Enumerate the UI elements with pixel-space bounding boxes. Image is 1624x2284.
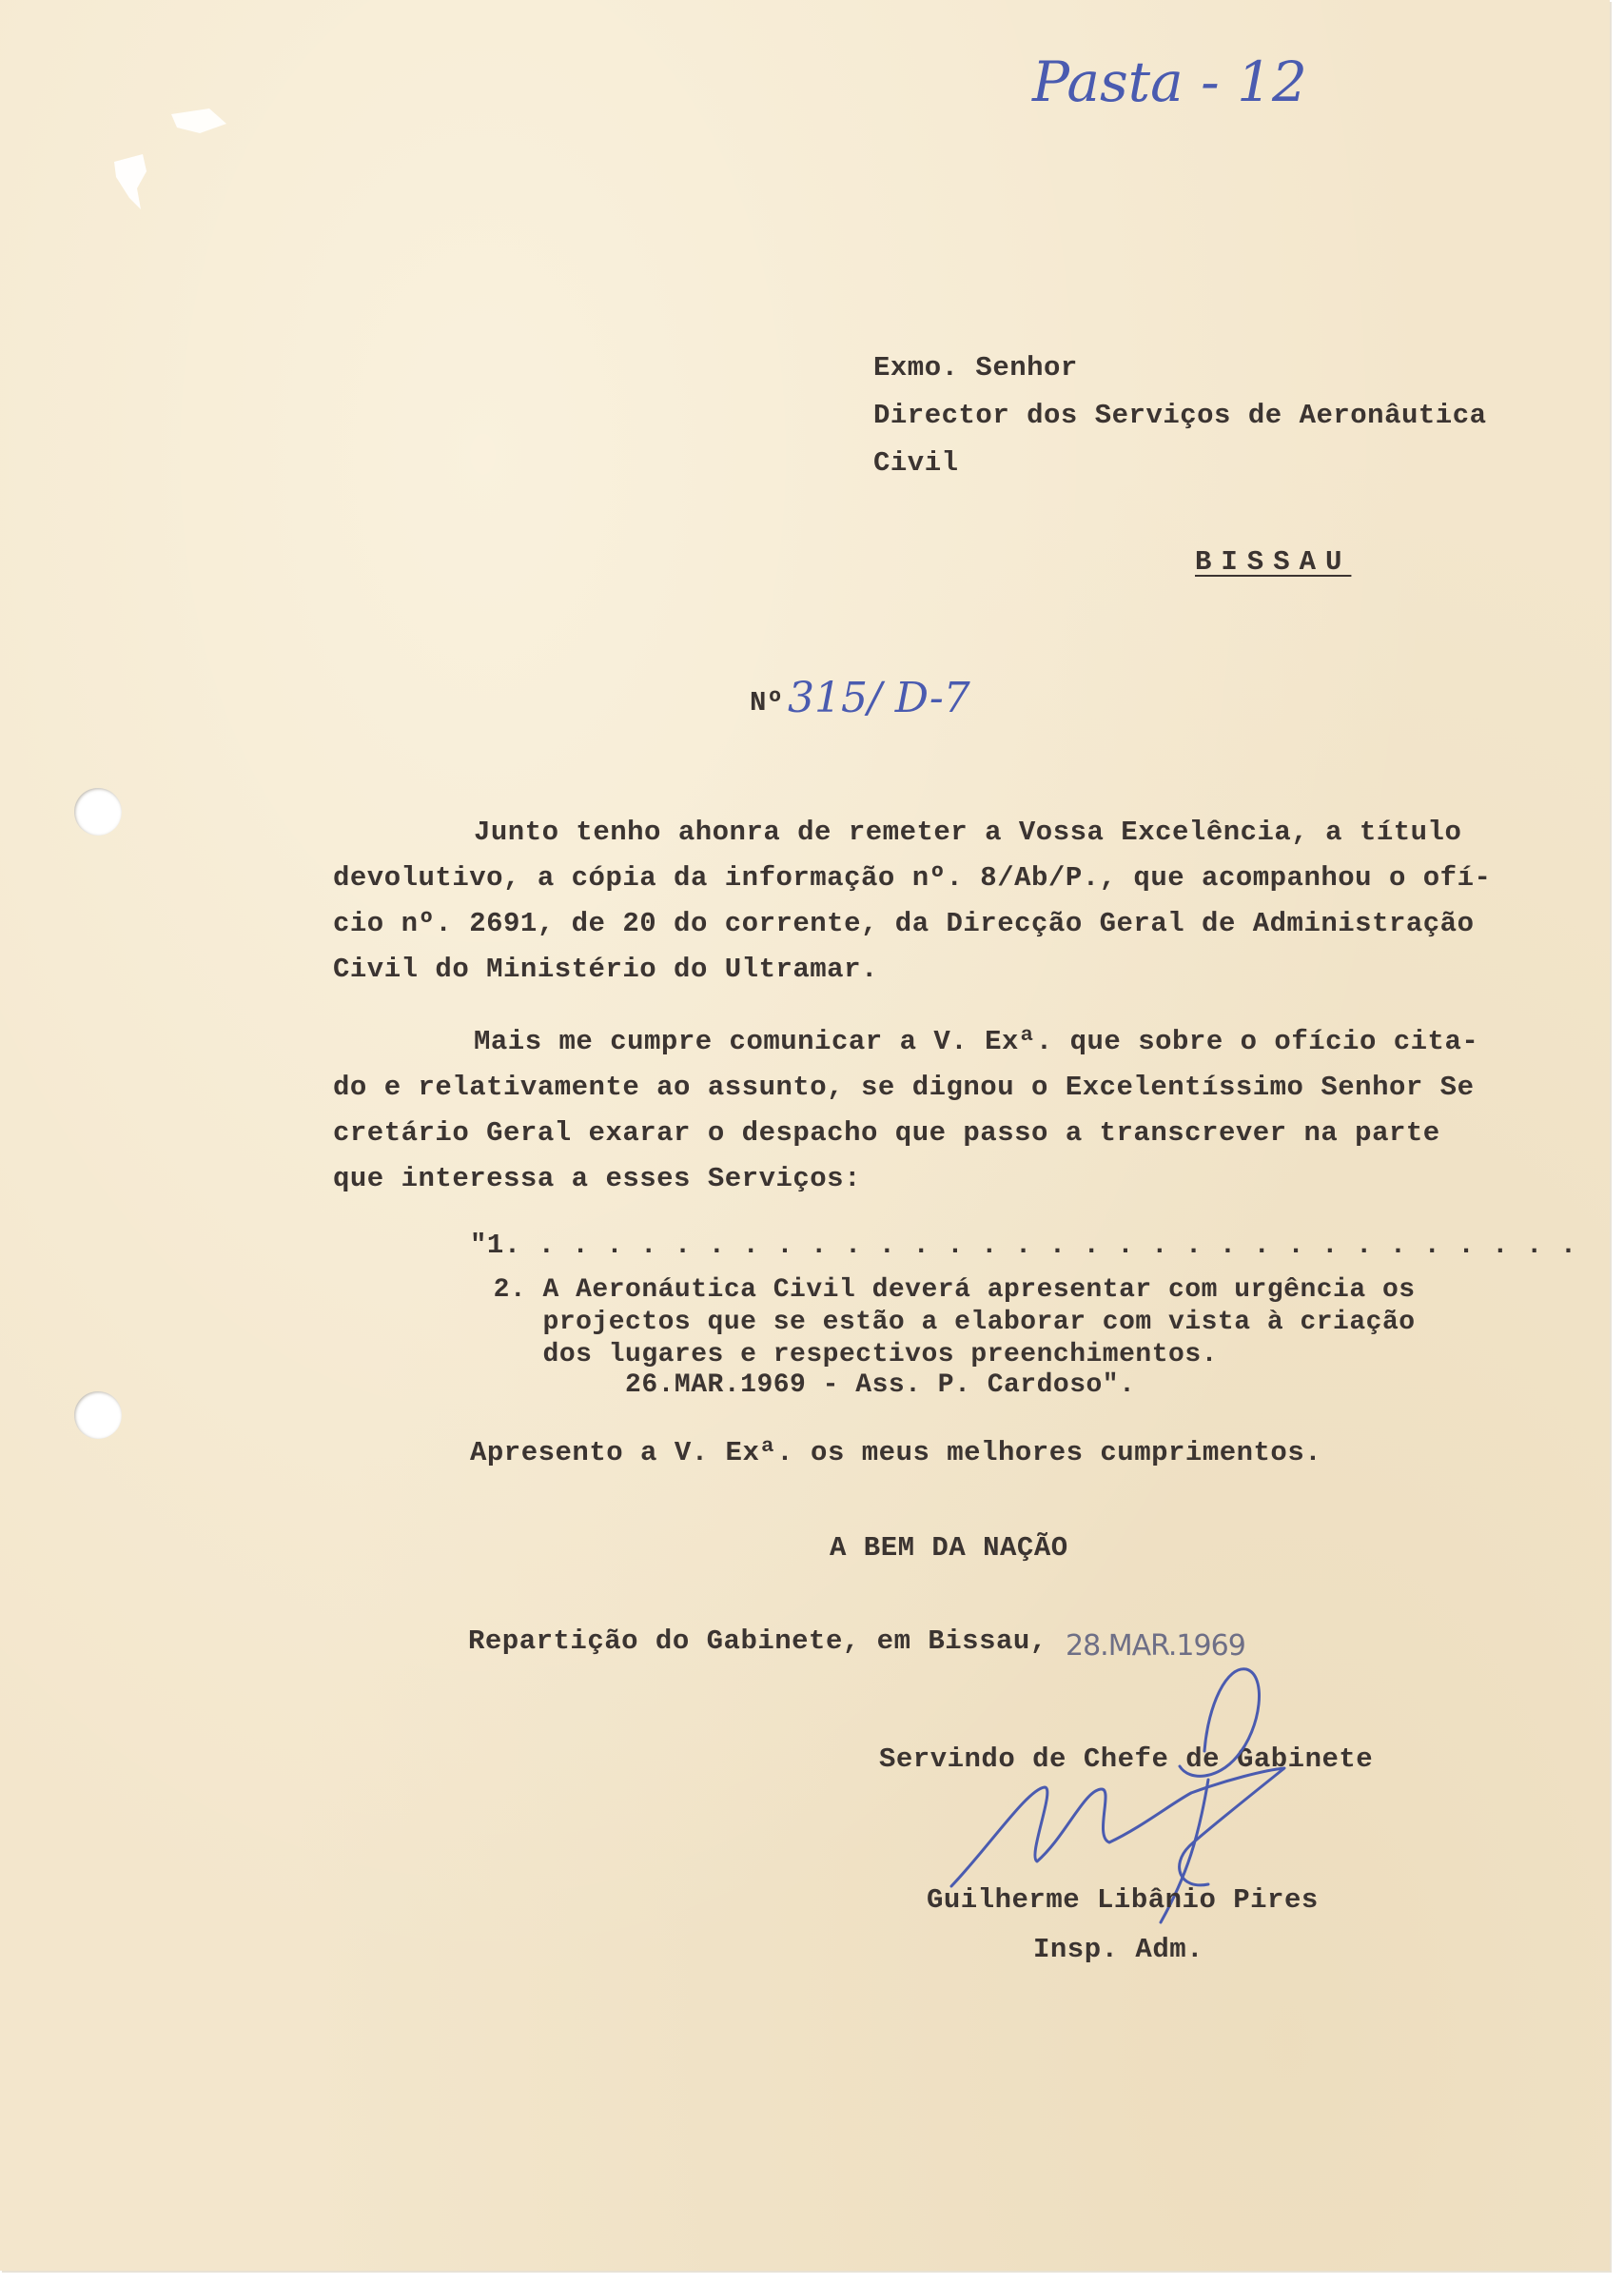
paragraph-2-line-1: Mais me cumpre comunicar a V. Exª. que sobre o ofício cita- bbox=[474, 1026, 1479, 1057]
paragraph-1-line-4: Civil do Ministério do Ultramar. bbox=[333, 954, 878, 985]
paragraph-2-line-3: cretário Geral exarar o despacho que passo a transcrever na parte bbox=[333, 1117, 1440, 1149]
date-stamp: 28.MAR.1969 bbox=[1066, 1629, 1245, 1663]
quote-line-3: projectos que se estão a elaborar com vista à criação bbox=[460, 1308, 1416, 1337]
salutation: Exmo. Senhor bbox=[873, 352, 1078, 384]
quote-line-4: dos lugares e respectivos preenchimentos. bbox=[460, 1340, 1218, 1369]
punch-hole-top bbox=[74, 788, 122, 836]
paragraph-1-line-3: cio nº. 2691, de 20 do corrente, da Direcção Geral de Administração bbox=[333, 908, 1475, 939]
paper-tear-mark bbox=[105, 95, 238, 219]
reference-number-handwritten: 315/ D-7 bbox=[788, 674, 970, 722]
addressee-city: BISSAU bbox=[1195, 546, 1352, 578]
signatory-role: Servindo de Chefe de Gabinete bbox=[879, 1743, 1374, 1775]
paragraph-2-line-4: que interessa a esses Serviços: bbox=[333, 1163, 861, 1194]
punch-hole-bottom bbox=[74, 1391, 122, 1439]
handwritten-note: Pasta - 12 bbox=[1032, 49, 1307, 114]
quote-line-2: 2. A Aeronáutica Civil deverá apresentar com urgência os bbox=[460, 1275, 1416, 1305]
quote-line-1: "1. . . . . . . . . . . . . . . . . . . . . . . . . . . . . . . . bbox=[470, 1230, 1577, 1261]
motto: A BEM DA NAÇÃO bbox=[830, 1532, 1068, 1564]
addressee-line-1: Director dos Serviços de Aeronâutica bbox=[873, 400, 1487, 431]
paragraph-1-line-2: devolutivo, a cópia da informação nº. 8/Ab/P., que acompanhou o ofí- bbox=[333, 862, 1492, 894]
place-line: Repartição do Gabinete, em Bissau, bbox=[468, 1625, 1047, 1657]
addressee-line-2: Civil bbox=[873, 447, 959, 479]
paragraph-2-line-2: do e relativamente ao assunto, se dignou o Excelentíssimo Senhor Se bbox=[333, 1072, 1475, 1103]
reference-prefix: Nº bbox=[750, 687, 784, 719]
paragraph-1-line-1: Junto tenho ahonra de remeter a Vossa Excelência, a título bbox=[474, 817, 1462, 848]
closing-line: Apresento a V. Exª. os meus melhores cumprimentos. bbox=[470, 1437, 1322, 1468]
signatory-title: Insp. Adm. bbox=[1033, 1934, 1204, 1965]
signatory-name: Guilherme Libânio Pires bbox=[927, 1884, 1319, 1916]
quote-line-5: 26.MAR.1969 - Ass. P. Cardoso". bbox=[460, 1370, 1136, 1400]
